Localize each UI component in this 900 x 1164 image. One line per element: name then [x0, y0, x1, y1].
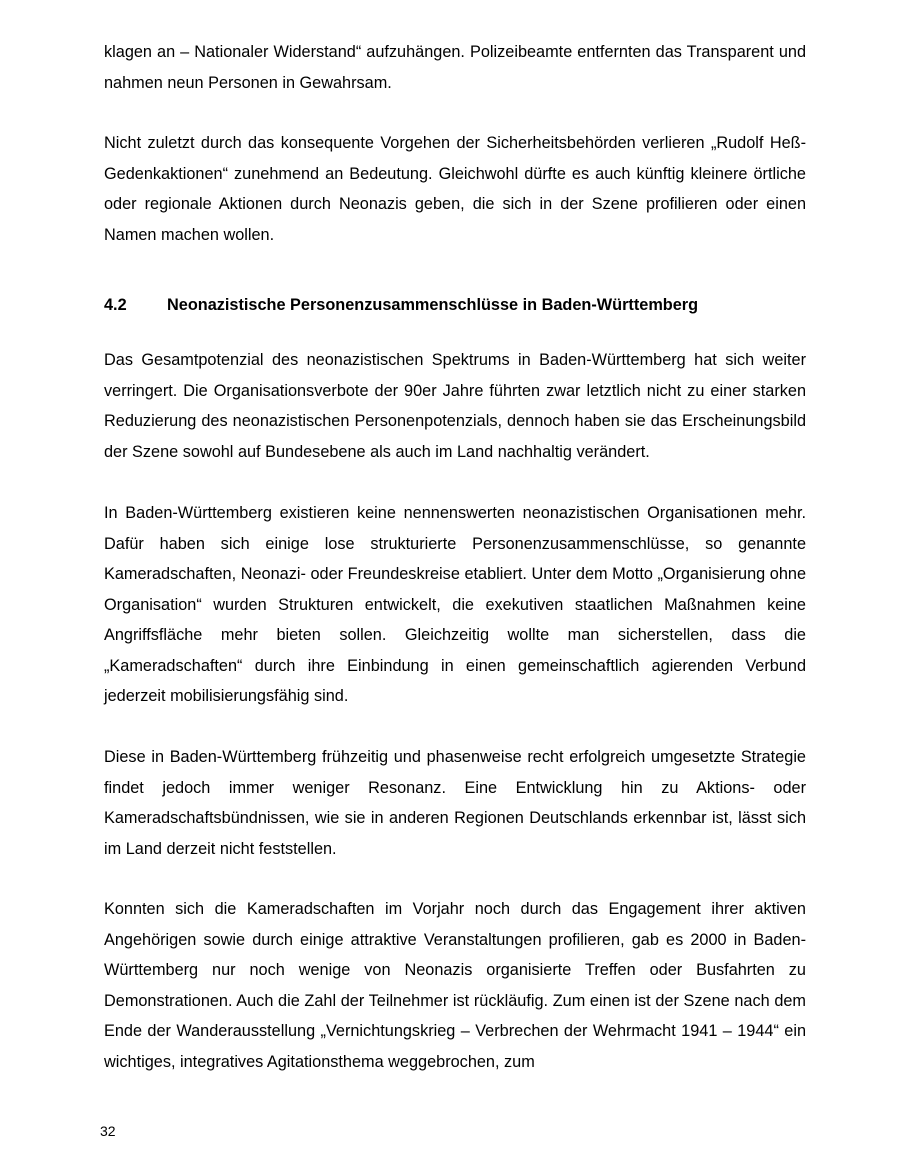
paragraph-4: In Baden-Württemberg existieren keine nennenswerten neonazistischen Organisationen mehr. Dafür haben sich einige lose strukturierte Personenzusammenschlüsse, so genannte Kameradschaften, Neonazi- oder Freundeskreise etabliert. Unter dem Motto „Organisierung ohne Organisation“ wurden Strukturen entwickelt, die exekutiven staatlichen Maßnahmen keine Angriffsfläche mehr bieten sollen. Gleichzeitig wollte man sicherstellen, dass die „Kameradschaften“ durch ihre Einbindung in einen gemeinschaftlich agierenden Verbund jederzeit mobilisierungsfähig sind. [104, 504, 806, 705]
paragraph-1: klagen an – Nationaler Widerstand“ aufzuhängen. Polizeibeamte entfernten das Transparent und nahmen neun Personen in Gewahrsam. [104, 43, 806, 92]
paragraph-5: Diese in Baden-Württemberg frühzeitig und phasenweise recht erfolgreich umgesetzte Strategie findet jedoch immer weniger Resonanz. Eine Entwicklung hin zu Aktions- oder Kameradschaftsbündnissen, wie sie in anderen Regionen Deutschlands erkennbar ist, lässt sich im Land derzeit nicht feststellen. [104, 748, 806, 858]
section-title: Neonazistische Personenzusammenschlüsse in Baden-Württemberg [167, 296, 699, 314]
paragraph-3: Das Gesamtpotenzial des neonazistischen Spektrums in Baden-Württemberg hat sich weiter verringert. Die Organisationsverbote der 90er Jahre führten zwar letztlich nicht zu einer starken Reduzierung des neonazistischen Personenpotenzials, dennoch haben sie das Erscheinungsbild der Szene sowohl auf Bundesebene als auch im Land nachhaltig verändert. [104, 351, 806, 461]
section-heading [104, 290, 806, 321]
paragraph-2: Nicht zuletzt durch das konsequente Vorgehen der Sicherheitsbehörden verlieren „Rudolf Heß-Gedenkaktionen“ zunehmend an Bedeutung. Gleichwohl dürfte es auch künftig kleinere örtliche oder regionale Aktionen durch Neonazis geben, die sich in der Szene profilieren oder einen Namen machen wollen. [104, 134, 806, 244]
page-number: 32 [100, 1123, 116, 1139]
paragraph-6: Konnten sich die Kameradschaften im Vorjahr noch durch das Engagement ihrer aktiven Angehörigen sowie durch einige attraktive Veranstaltungen profilieren, gab es 2000 in Baden-Württemberg nur noch wenige von Neonazis organisierte Treffen oder Busfahrten zu Demonstrationen. Auch die Zahl der Teilnehmer ist rückläufig. Zum einen ist der Szene nach dem Ende der Wanderausstellung „Vernichtungskrieg – Verbrechen der Wehrmacht 1941 – 1944“ ein wichtiges, integratives Agitationsthema weggebrochen, zum [104, 900, 806, 1071]
section-number: 4.2 [104, 296, 127, 314]
